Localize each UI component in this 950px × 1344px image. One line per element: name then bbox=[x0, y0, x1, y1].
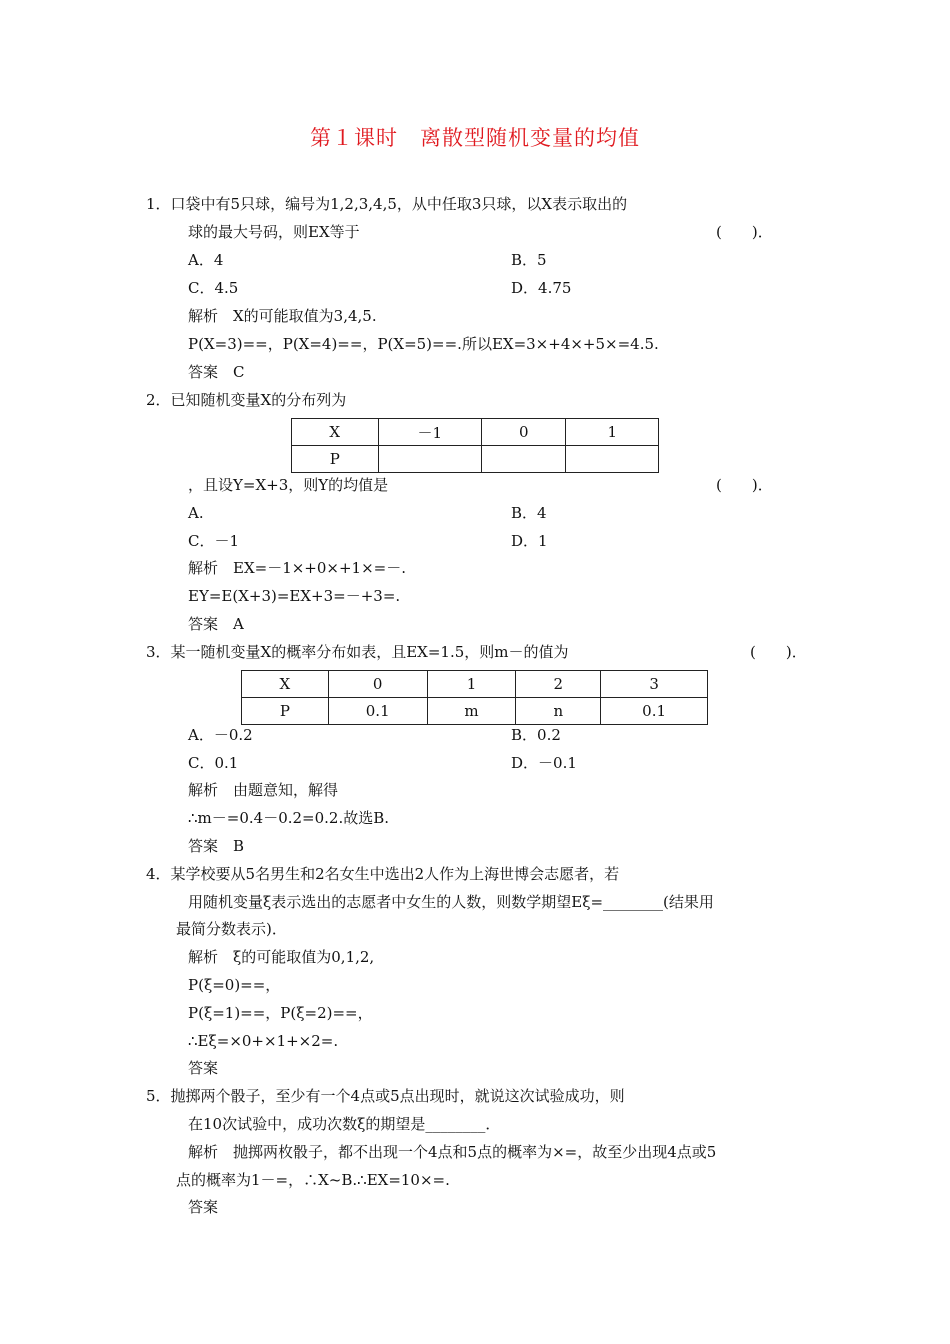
table-row bbox=[292, 419, 659, 446]
table-row bbox=[242, 698, 708, 725]
table-row bbox=[242, 671, 708, 698]
table-row bbox=[292, 446, 659, 473]
q5-stem-line2: 在10次试验中，成功次数ξ的期望是________． bbox=[188, 1115, 501, 1133]
q3-distribution-table bbox=[241, 670, 708, 725]
q4-stem-line2: 用随机变量ξ表示选出的志愿者中女生的人数，则数学期望Eξ=________(结果用 bbox=[188, 893, 714, 911]
table-cell: X bbox=[292, 419, 379, 446]
q3-solution-line1: 解析 由题意知，解得 bbox=[188, 781, 339, 799]
table-cell bbox=[378, 446, 481, 473]
q3-answer: 答案 B bbox=[188, 837, 245, 855]
q1-solution-line2: P(X=3)==，P(X=4)==，P(X=5)==.所以EX=3×+4×+5×=4.5. bbox=[188, 335, 659, 353]
q3-answer-bracket: ( )． bbox=[750, 643, 807, 661]
q5-stem-line1: 5．抛掷两个骰子，至少有一个4点或5点出现时，就说这次试验成功，则 bbox=[146, 1087, 625, 1105]
table-cell bbox=[481, 446, 566, 473]
table-cell: 3 bbox=[601, 671, 708, 698]
q2-solution-line2: EY=E(X+3)=EX+3=－+3=. bbox=[188, 587, 401, 605]
q1-stem-line2: 球的最大号码，则EX等于 bbox=[188, 223, 360, 241]
table-cell: 2 bbox=[516, 671, 601, 698]
q2-stem-line1: 2．已知随机变量X的分布列为 bbox=[146, 391, 347, 409]
q2-solution-line1: 解析 EX=－1×+0×+1×=－. bbox=[188, 559, 407, 577]
q3-option-a: A．－0.2 bbox=[188, 726, 253, 744]
q4-stem-line1: 4．某学校要从5名男生和2名女生中选出2人作为上海世博会志愿者，若 bbox=[146, 865, 620, 883]
table-cell: P bbox=[242, 698, 329, 725]
q3-solution-line2: ∴m－=0.4－0.2=0.2.故选B. bbox=[188, 809, 390, 827]
q1-answer-bracket: ( )． bbox=[716, 223, 773, 241]
q4-answer: 答案 bbox=[188, 1059, 219, 1077]
table-cell: n bbox=[516, 698, 601, 725]
page-title: 第１课时 离散型随机变量的均值 bbox=[310, 126, 640, 150]
q4-stem-line3: 最简分数表示)． bbox=[176, 920, 287, 938]
q4-solution-line2: P(ξ=0)==， bbox=[188, 976, 281, 994]
q1-stem-line1: 1．口袋中有5只球，编号为1,2,3,4,5，从中任取3只球，以X表示取出的 bbox=[146, 195, 628, 213]
table-cell: 0 bbox=[481, 419, 566, 446]
table-cell: 0.1 bbox=[328, 698, 427, 725]
q3-stem: 3．某一随机变量X的概率分布如表，且EX=1.5，则m－的值为 bbox=[146, 643, 569, 661]
table-cell: 0 bbox=[328, 671, 427, 698]
table-cell bbox=[566, 446, 659, 473]
q1-option-c: C．4.5 bbox=[188, 279, 239, 297]
q3-option-c: C．0.1 bbox=[188, 754, 239, 772]
q2-answer-bracket: ( )． bbox=[716, 476, 773, 494]
q5-solution-line1: 解析 抛掷两枚骰子，都不出现一个4点和5点的概率为×=，故至少出现4点或5 bbox=[188, 1143, 717, 1161]
q5-solution-line2: 点的概率为1－=，∴X~B.∴EX=10×=. bbox=[176, 1171, 450, 1189]
q2-option-d: D．1 bbox=[511, 532, 548, 550]
q2-distribution-table bbox=[291, 418, 659, 473]
table-cell: 1 bbox=[427, 671, 516, 698]
q2-option-a: A. bbox=[188, 504, 204, 522]
table-cell: －1 bbox=[378, 419, 481, 446]
table-cell: 0.1 bbox=[601, 698, 708, 725]
q2-stem-line2: ，且设Y=X+3，则Y的均值是 bbox=[188, 476, 389, 494]
q2-answer: 答案 A bbox=[188, 615, 244, 633]
q1-option-d: D．4.75 bbox=[511, 279, 572, 297]
q1-answer: 答案 C bbox=[188, 363, 245, 381]
q5-answer: 答案 bbox=[188, 1198, 219, 1216]
table-cell: P bbox=[292, 446, 379, 473]
q4-solution-line3: P(ξ=1)==，P(ξ=2)==， bbox=[188, 1004, 373, 1022]
q2-option-c: C．－1 bbox=[188, 532, 240, 550]
q1-option-b: B．5 bbox=[511, 251, 547, 269]
q3-option-d: D．－0.1 bbox=[511, 754, 577, 772]
q1-solution-line1: 解析 X的可能取值为3,4,5. bbox=[188, 307, 377, 325]
table-cell: 1 bbox=[566, 419, 659, 446]
q4-solution-line4: ∴Eξ=×0+×1+×2=. bbox=[188, 1032, 339, 1050]
table-cell: m bbox=[427, 698, 516, 725]
table-cell: X bbox=[242, 671, 329, 698]
q2-option-b: B．4 bbox=[511, 504, 547, 522]
q4-solution-line1: 解析 ξ的可能取值为0,1,2, bbox=[188, 948, 375, 966]
q3-option-b: B．0.2 bbox=[511, 726, 561, 744]
q1-option-a: A．4 bbox=[188, 251, 224, 269]
